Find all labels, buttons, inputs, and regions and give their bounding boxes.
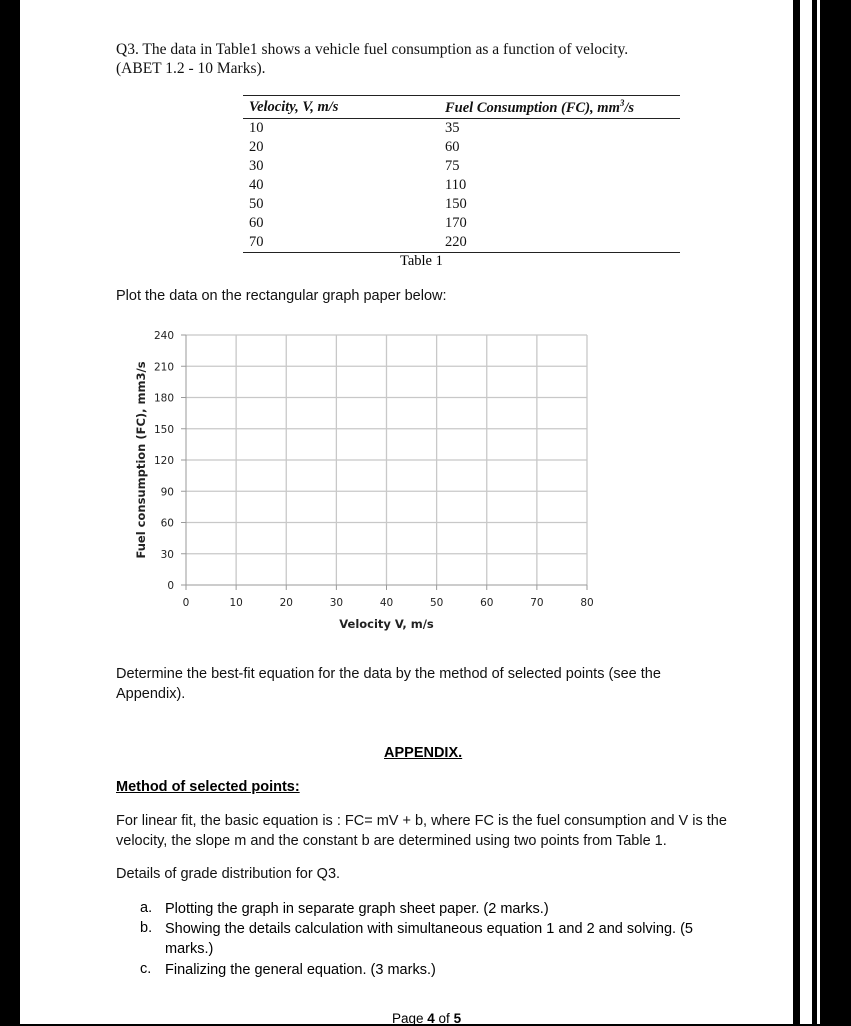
table-header-row: [243, 96, 680, 119]
y-tick-label: 240: [153, 330, 174, 342]
method-title: Method of selected points:: [116, 779, 300, 795]
velocity-cell: 30: [249, 158, 264, 174]
y-tick-label: 60: [160, 517, 174, 530]
fc-cell: 110: [445, 177, 467, 193]
footer-middle: of: [434, 1011, 454, 1026]
x-tick-label: 30: [329, 597, 344, 609]
grade-intro: Details of grade distribution for Q3.: [116, 866, 341, 882]
x-tick-label: 0: [182, 597, 190, 609]
fc-cell: 170: [445, 215, 467, 231]
table-row: [243, 119, 680, 139]
x-axis-title: Velocity V, m/s: [339, 617, 434, 631]
velocity-cell: 50: [249, 196, 264, 212]
y-tick-label: 30: [160, 548, 174, 561]
x-tick-label: 60: [480, 597, 494, 609]
table-row: [243, 157, 680, 176]
x-tick-label: 10: [229, 597, 243, 609]
table-row: [243, 176, 680, 195]
y-tick-label: 180: [153, 392, 174, 405]
footer-page: 4: [427, 1011, 435, 1026]
method-text: For linear fit, the basic equation is : FC= mV + b, where FC is the fuel consumption and V is the velocity, the slope m and the constant b are determined using two points from Table 1.: [116, 813, 727, 849]
determine-text: Determine the best-fit equation for the data by the method of selected points (see the Appendix).: [116, 666, 661, 702]
table-header-fuel-main: Fuel Consumption (FC), mm: [445, 99, 620, 116]
table-row: [243, 233, 680, 253]
y-tick-label: 90: [160, 486, 174, 499]
x-tick-label: 20: [279, 597, 293, 609]
grade-item-text: Plotting the graph in separate graph sheet paper. (2 marks.): [165, 901, 549, 917]
y-tick-label: 210: [153, 361, 174, 374]
grade-item-marker: a.: [140, 900, 153, 916]
table-header-fuel: [445, 96, 680, 119]
grade-item-marker: c.: [140, 961, 152, 977]
grade-item-text: Finalizing the general equation. (3 marks.): [165, 962, 436, 978]
velocity-cell: 10: [249, 120, 264, 136]
velocity-cell: 20: [249, 139, 264, 155]
y-tick-label: 0: [167, 580, 174, 592]
fc-cell: 60: [445, 139, 460, 155]
velocity-cell: 40: [249, 177, 264, 193]
fc-cell: 220: [445, 233, 680, 253]
y-tick-label: 120: [153, 455, 174, 467]
data-table: [243, 95, 680, 253]
table-row: [243, 195, 680, 214]
table-header-velocity: Velocity, V, m/s: [243, 96, 445, 119]
question-line-2: (ABET 1.2 - 10 Marks).: [116, 60, 266, 77]
table-row: [243, 214, 680, 233]
fc-cell: 150: [445, 196, 467, 212]
x-tick-label: 70: [530, 597, 544, 609]
y-tick-label: 150: [153, 423, 174, 436]
question-line-1: Q3. The data in Table1 shows a vehicle fuel consumption as a function of velocity.: [116, 41, 629, 58]
velocity-cell: 70: [243, 233, 445, 253]
footer-prefix: Page: [392, 1011, 428, 1026]
fc-cell: 35: [445, 120, 460, 136]
table-header-fuel-sup: 3: [619, 97, 625, 108]
fc-cell: 75: [445, 158, 460, 174]
graph-paper-chart: [128, 322, 608, 632]
plot-instruction: Plot the data on the rectangular graph paper below:: [116, 288, 447, 304]
velocity-cell: 60: [249, 215, 264, 231]
right-edge-bar: [800, 0, 812, 1024]
x-tick-label: 40: [379, 597, 394, 609]
footer-total: 5: [453, 1011, 462, 1026]
table-caption: Table 1: [400, 253, 443, 269]
grade-item-marker: b.: [140, 920, 153, 936]
question-text: [116, 40, 628, 78]
right-edge-line: [817, 0, 820, 1024]
table-row: [243, 138, 680, 157]
grade-item-text: Showing the details calculation with simultaneous equation 1 and 2 and solving. (5 marks.): [165, 921, 693, 957]
y-axis-title: Fuel consumption (FC), mm3/s: [134, 361, 148, 559]
appendix-title: APPENDIX.: [384, 745, 463, 761]
table-header-fuel-tail: /s: [624, 99, 635, 116]
x-tick-label: 50: [429, 597, 444, 609]
x-tick-label: 80: [580, 597, 594, 609]
